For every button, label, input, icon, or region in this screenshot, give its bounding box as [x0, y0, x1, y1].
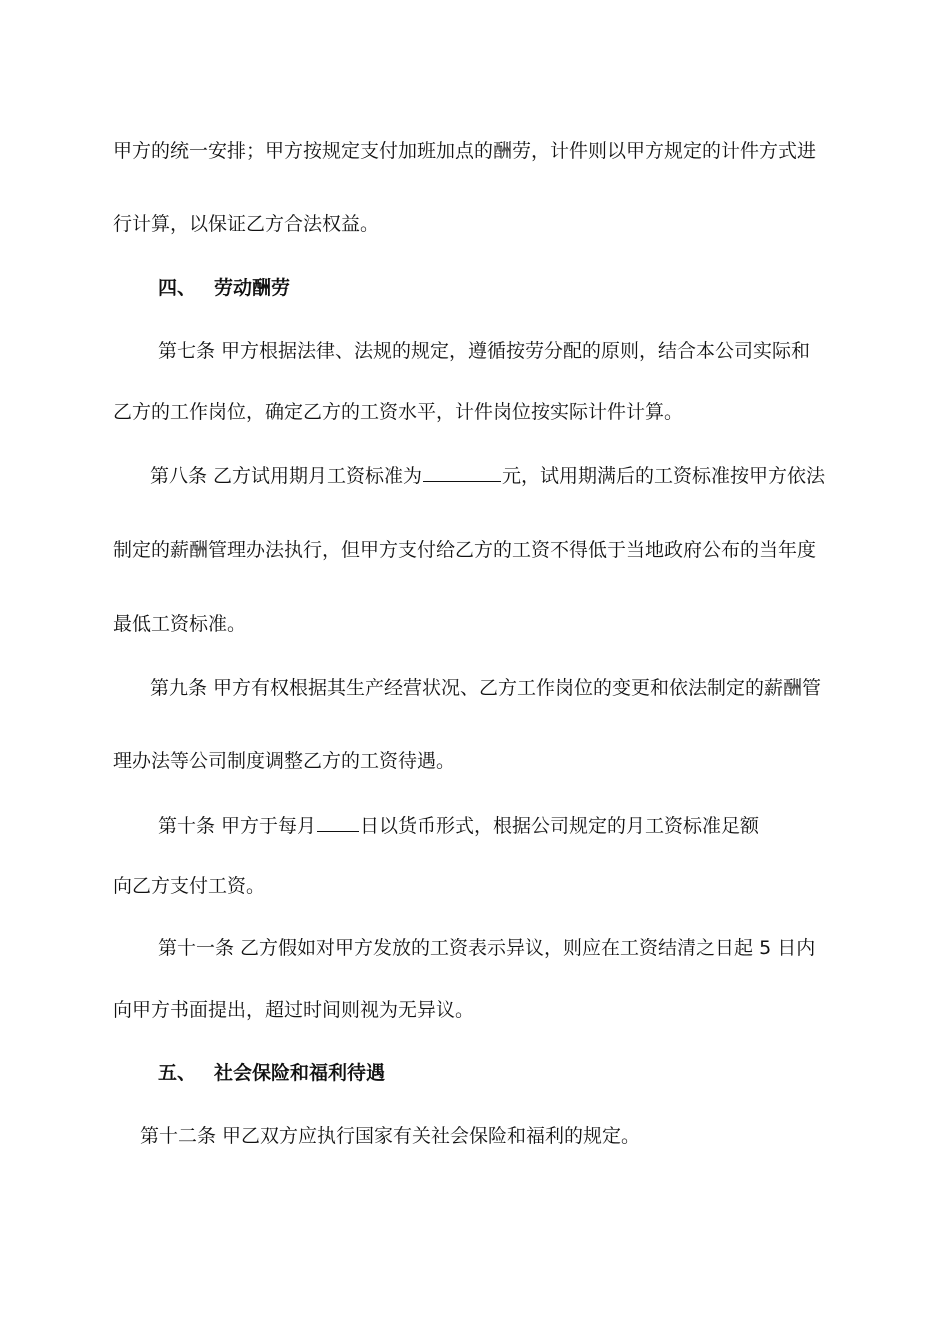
section-heading-labor-pay: [158, 275, 290, 301]
paragraph-line: 甲方的统一安排；甲方按规定支付加班加点的酬劳，计件则以甲方规定的计件方式进: [113, 140, 817, 162]
paragraph-line: 最低工资标准。: [113, 613, 247, 635]
article-10-text-a: 第十条 甲方于每月: [158, 815, 317, 837]
section-number: 四、: [158, 277, 197, 299]
paragraph-line: 向乙方支付工资。: [113, 875, 266, 897]
paragraph-line: 行计算，以保证乙方合法权益。: [113, 213, 380, 235]
article-11-line: 第十一条 乙方假如对甲方发放的工资表示异议，则应在工资结清之日起 5 日内: [158, 937, 816, 959]
paragraph-line: 向甲方书面提出，超过时间则视为无异议。: [113, 999, 475, 1021]
section-title: 社会保险和福利待遇: [214, 1062, 386, 1084]
article-9-line: 第九条 甲方有权根据其生产经营状况、乙方工作岗位的变更和依法制定的薪酬管: [150, 677, 822, 699]
article-8-line: [150, 461, 825, 489]
article-12-line: 第十二条 甲乙双方应执行国家有关社会保险和福利的规定。: [140, 1125, 641, 1147]
paragraph-line: 乙方的工作岗位，确定乙方的工资水平，计件岗位按实际计件计算。: [113, 401, 684, 423]
pay-day-blank: [317, 811, 359, 832]
section-number: 五、: [158, 1062, 197, 1084]
section-title: 劳动酬劳: [214, 277, 291, 299]
paragraph-line: 制定的薪酬管理办法执行，但甲方支付给乙方的工资不得低于当地政府公布的当年度: [113, 539, 817, 561]
article-8-text-b: 元，试用期满后的工资标准按甲方依法: [502, 465, 826, 487]
salary-amount-blank: [423, 461, 501, 482]
article-8-text-a: 第八条 乙方试用期月工资标准为: [150, 465, 423, 487]
article-7-line: 第七条 甲方根据法律、法规的规定，遵循按劳分配的原则，结合本公司实际和: [158, 340, 811, 362]
paragraph-line: 理办法等公司制度调整乙方的工资待遇。: [113, 750, 456, 772]
article-10-text-b: 日以货币形式，根据公司规定的月工资标准足额: [360, 815, 760, 837]
article-10-line: [158, 811, 759, 839]
section-heading-social-insurance: [158, 1060, 385, 1086]
